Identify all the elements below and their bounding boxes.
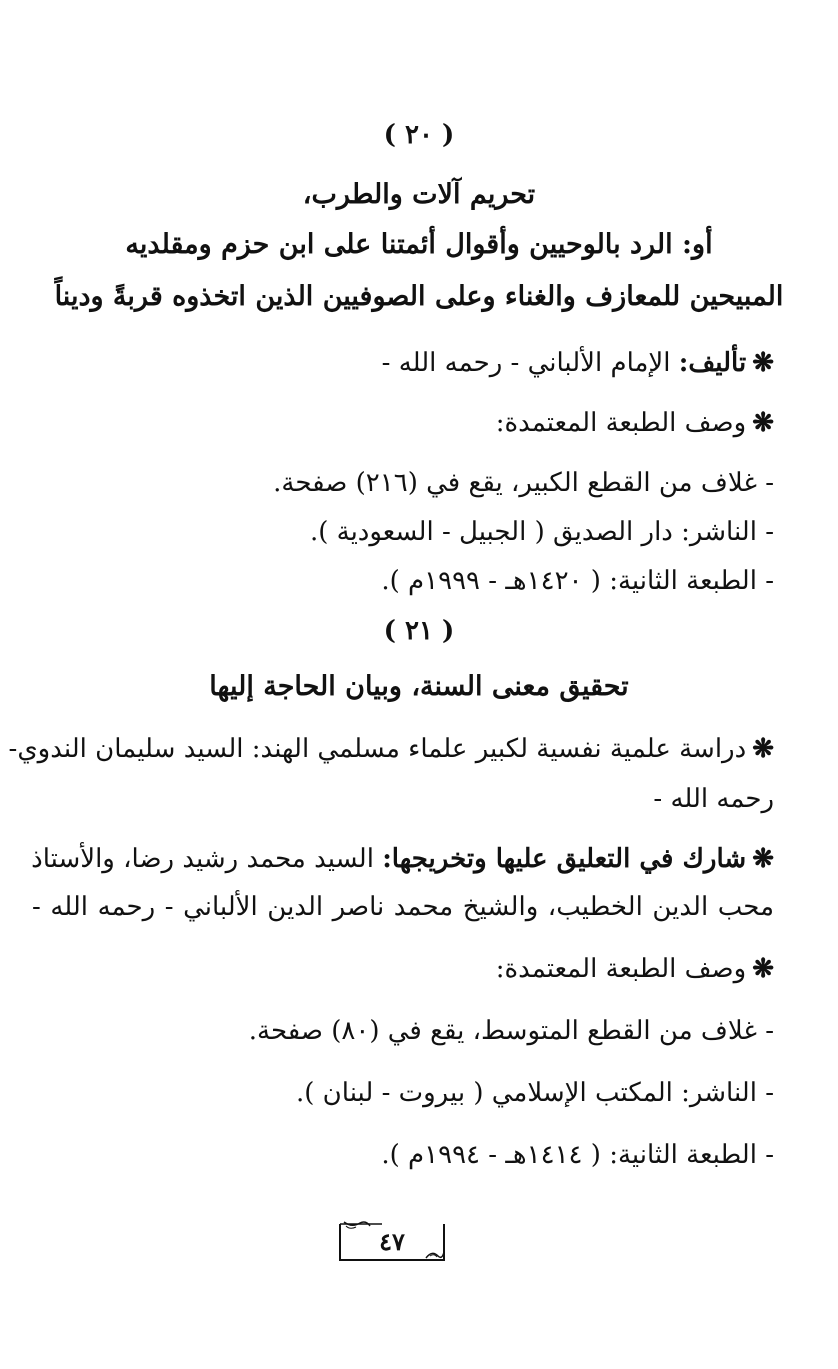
section-20-detail-cover: - غلاف من القطع الكبير، يقع في (٢١٦) صفحة. — [273, 468, 774, 498]
page-number: ٤٧ — [379, 1227, 405, 1256]
participants-text-1: السيد محمد رشيد رضا، والأستاذ — [31, 844, 374, 874]
section-20-detail-edition: - الطبعة الثانية: ( ١٤٢٠هـ - ١٩٩٩م ). — [381, 566, 774, 596]
edition-heading-text: وصف الطبعة المعتمدة: — [495, 408, 747, 438]
bullet-icon: ❋ — [752, 844, 774, 874]
author-text: الإمام الألباني - رحمه الله - — [381, 348, 671, 378]
page-number-frame — [338, 1220, 446, 1262]
bullet-icon: ❋ — [752, 734, 774, 764]
section-21-detail-publisher: - الناشر: المكتب الإسلامي ( بيروت - لبنان ). — [296, 1078, 774, 1108]
author-label: تأليف: — [678, 348, 747, 378]
section-20-title-line-2: أو: الرد بالوحيين وأقوال أئمتنا على ابن حزم ومقلديه — [125, 229, 713, 260]
section-21-detail-cover: - غلاف من القطع المتوسط، يقع في (٨٠) صفحة. — [248, 1016, 774, 1046]
participants-label: شارك في التعليق عليها وتخريجها: — [382, 844, 747, 874]
section-20-author — [382, 346, 774, 380]
study-text: دراسة علمية نفسية لكبير علماء مسلمي الهند: السيد سليمان الندوي- — [8, 734, 747, 764]
section-21-edition-heading — [496, 952, 774, 986]
bullet-icon: ❋ — [752, 348, 774, 378]
edition-heading-text: وصف الطبعة المعتمدة: — [495, 954, 747, 984]
section-21-title: تحقيق معنى السنة، وبيان الحاجة إليها — [209, 671, 629, 702]
section-21-participants-line-2: محب الدين الخطيب، والشيخ محمد ناصر الدين الألباني - رحمه الله - — [32, 892, 774, 922]
section-20-number: ( ٢٠ ) — [383, 120, 455, 150]
section-21-study-line-2: رحمه الله - — [653, 784, 774, 814]
section-20-title-line-3: المبيحين للمعازف والغناء وعلى الصوفيين الذين اتخذوه قربةً وديناً — [54, 281, 784, 312]
section-20-title-line-1: تحريم آلات والطرب، — [302, 179, 536, 210]
bullet-icon: ❋ — [752, 954, 774, 984]
section-21-participants-line-1 — [32, 842, 774, 876]
section-20-detail-publisher: - الناشر: دار الصديق ( الجبيل - السعودية ). — [309, 517, 774, 547]
section-21-detail-edition: - الطبعة الثانية: ( ١٤١٤هـ - ١٩٩٤م ). — [381, 1140, 774, 1170]
section-21-study-line-1 — [8, 732, 774, 766]
section-20-edition-heading — [496, 406, 774, 440]
section-21-number: ( ٢١ ) — [383, 616, 455, 646]
bullet-icon: ❋ — [752, 408, 774, 438]
